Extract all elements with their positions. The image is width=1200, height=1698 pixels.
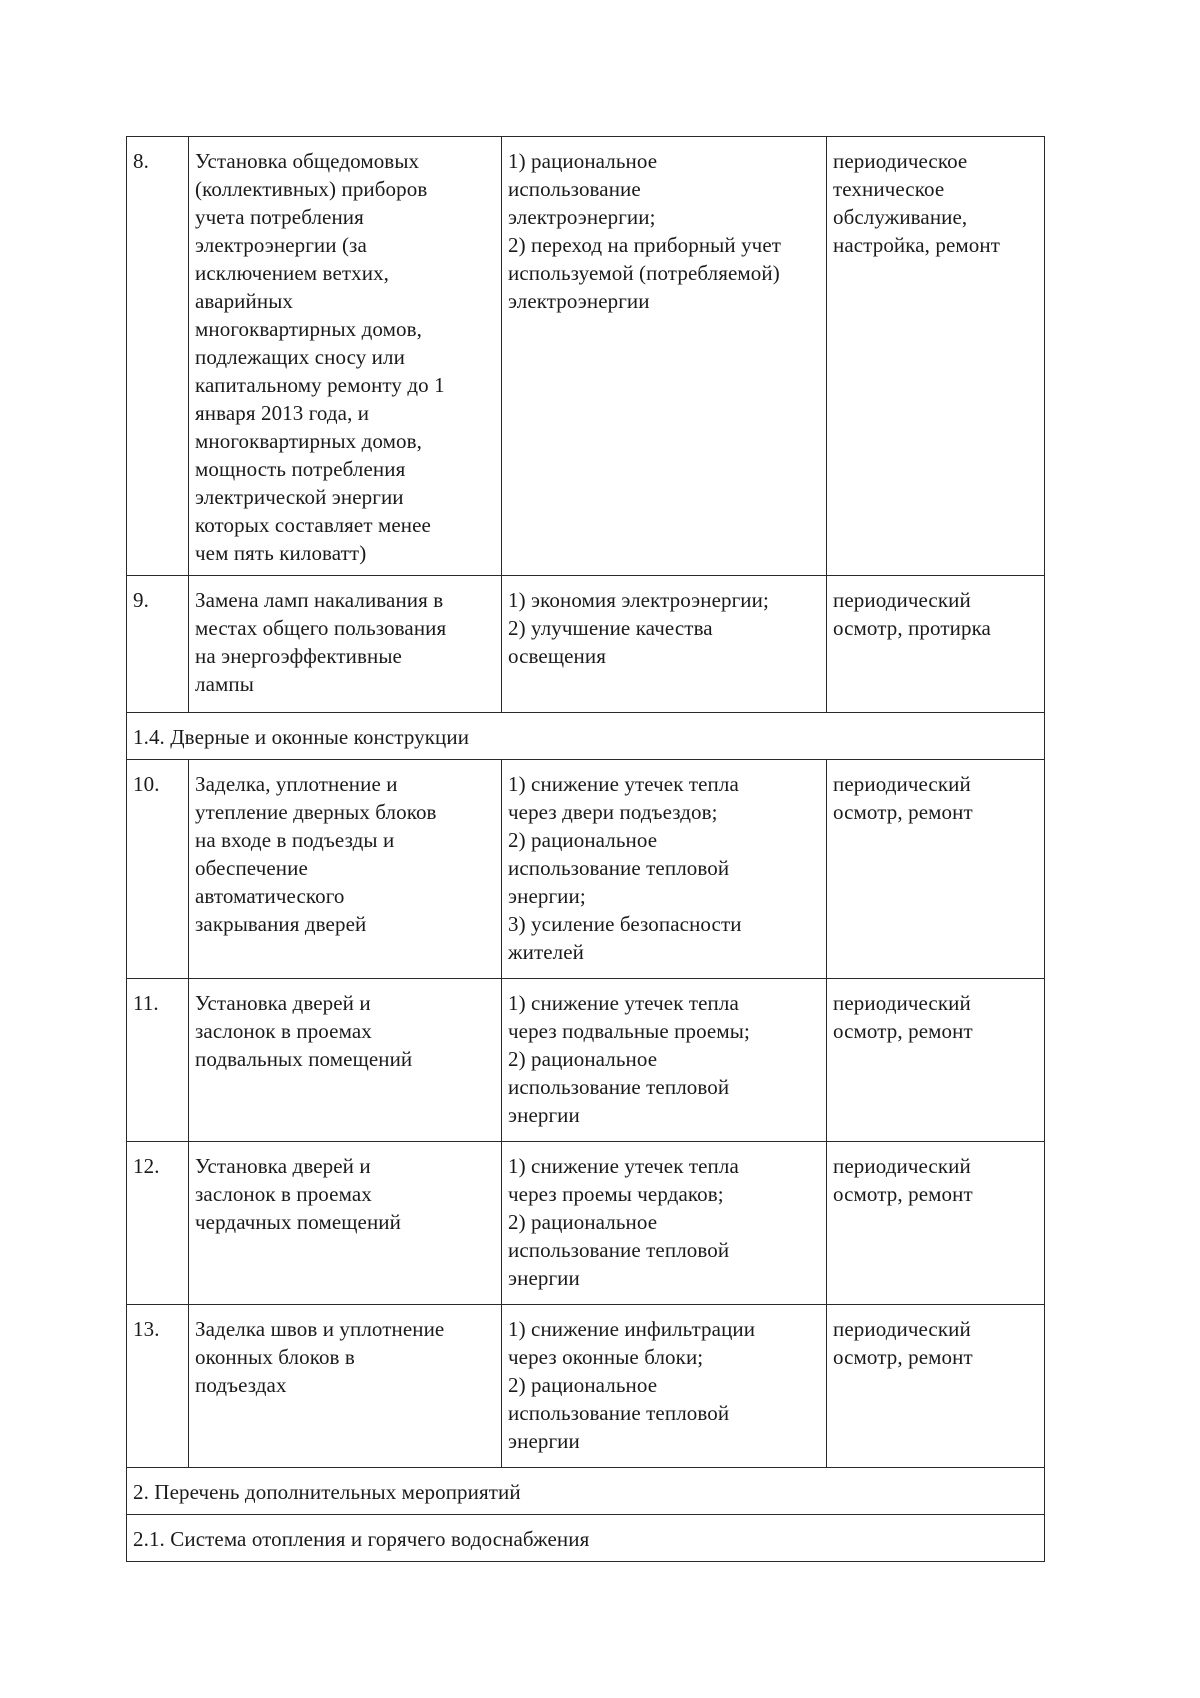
expected-result-line: 1) снижение утечек тепла: [508, 991, 739, 1015]
expected-result-cell: [502, 137, 827, 576]
measure-name-line: закрывания дверей: [195, 912, 367, 936]
maintenance-line: осмотр, ремонт: [833, 1182, 973, 1206]
measure-name-cell: [189, 760, 502, 979]
expected-result-line: электроэнергии: [508, 289, 650, 313]
expected-result-line: 1) рациональное: [508, 149, 658, 173]
expected-result-line: 2) рациональное: [508, 828, 658, 852]
maintenance-line: осмотр, ремонт: [833, 800, 973, 824]
measure-name-line: подвальных помещений: [195, 1047, 413, 1071]
maintenance-line: периодический: [833, 1317, 971, 1341]
table-row: [127, 979, 1045, 1142]
maintenance-cell: [827, 576, 1045, 713]
measure-name-line: Установка дверей и: [195, 1154, 371, 1178]
measure-name-line: многоквартирных домов,: [195, 317, 422, 341]
measure-name-line: электрической энергии: [195, 485, 404, 509]
expected-result-line: 2) рациональное: [508, 1210, 658, 1234]
expected-result-line: 2) улучшение качества: [508, 616, 713, 640]
expected-result-line: 2) рациональное: [508, 1047, 658, 1071]
measure-name-line: Установка общедомовых: [195, 149, 420, 173]
expected-result-line: 1) экономия электроэнергии;: [508, 588, 769, 612]
section-row-2: [127, 1468, 1045, 1562]
maintenance-line: периодическое: [833, 149, 968, 173]
expected-result-line: жителей: [508, 940, 584, 964]
expected-result-line: 3) усиление безопасности: [508, 912, 742, 936]
measure-name-line: местах общего пользования: [195, 616, 447, 640]
expected-result-line: использование: [508, 177, 641, 201]
expected-result-line: использование тепловой: [508, 1075, 730, 1099]
measure-name-line: лампы: [195, 672, 254, 696]
measure-name-line: учета потребления: [195, 205, 364, 229]
maintenance-cell: [827, 1142, 1045, 1305]
maintenance-cell: [827, 979, 1045, 1142]
measure-name-line: исключением ветхих,: [195, 261, 390, 285]
table-row: [127, 137, 1045, 576]
maintenance-line: периодический: [833, 772, 971, 796]
expected-result-cell: [502, 979, 827, 1142]
measure-name-line: которых составляет менее: [195, 513, 431, 537]
measure-name-line: заслонок в проемах: [195, 1019, 372, 1043]
maintenance-line: обслуживание,: [833, 205, 968, 229]
measure-name-line: подъездах: [195, 1373, 287, 1397]
expected-result-line: энергии: [508, 1429, 580, 1453]
table-row: [127, 1142, 1045, 1305]
section-heading-1-4: 1.4. Дверные и оконные конструкции: [127, 713, 1045, 760]
measure-name-line: (коллективных) приборов: [195, 177, 428, 201]
measure-name-line: заслонок в проемах: [195, 1182, 372, 1206]
row-number: 8.: [127, 137, 189, 576]
row-number: 13.: [127, 1305, 189, 1468]
maintenance-line: техническое: [833, 177, 945, 201]
row-number: 11.: [127, 979, 189, 1142]
measure-name-line: аварийных: [195, 289, 294, 313]
measures-table: [126, 136, 1045, 1562]
section-heading-2: 2. Перечень дополнительных мероприятий: [127, 1468, 1045, 1515]
expected-result-line: энергии: [508, 1103, 580, 1127]
measure-name-line: электроэнергии (за: [195, 233, 367, 257]
expected-result-line: 1) снижение инфильтрации: [508, 1317, 756, 1341]
maintenance-cell: [827, 1305, 1045, 1468]
expected-result-line: энергии: [508, 1266, 580, 1290]
expected-result-cell: [502, 1142, 827, 1305]
measure-name-cell: [189, 576, 502, 713]
expected-result-cell: [502, 760, 827, 979]
maintenance-line: периодический: [833, 1154, 971, 1178]
measure-name-line: обеспечение: [195, 856, 308, 880]
maintenance-cell: [827, 760, 1045, 979]
expected-result-line: энергии;: [508, 884, 586, 908]
table-row: [127, 576, 1045, 713]
measure-name-cell: [189, 1142, 502, 1305]
table-body-top: [127, 137, 1045, 713]
measure-name-line: утепление дверных блоков: [195, 800, 437, 824]
measure-name-line: подлежащих сносу или: [195, 345, 405, 369]
measure-name-line: оконных блоков в: [195, 1345, 355, 1369]
maintenance-line: периодический: [833, 588, 971, 612]
section-heading-2-1: 2.1. Система отопления и горячего водоснабжения: [127, 1515, 1045, 1562]
expected-result-cell: [502, 1305, 827, 1468]
measure-name-cell: [189, 979, 502, 1142]
expected-result-line: 1) снижение утечек тепла: [508, 1154, 739, 1178]
measure-name-line: января 2013 года, и: [195, 401, 370, 425]
measure-name-line: Замена ламп накаливания в: [195, 588, 444, 612]
measure-name-cell: [189, 137, 502, 576]
section-row-1-4: [127, 713, 1045, 760]
measure-name-line: чем пять киловатт): [195, 541, 367, 565]
measure-name-line: Заделка, уплотнение и: [195, 772, 398, 796]
measure-name-line: автоматического: [195, 884, 345, 908]
measure-name-line: Заделка швов и уплотнение: [195, 1317, 445, 1341]
expected-result-line: 2) рациональное: [508, 1373, 658, 1397]
maintenance-line: настройка, ремонт: [833, 233, 1000, 257]
expected-result-line: через подвальные проемы;: [508, 1019, 750, 1043]
measure-name-cell: [189, 1305, 502, 1468]
expected-result-line: 2) переход на приборный учет: [508, 233, 782, 257]
measure-name-line: на входе в подъезды и: [195, 828, 395, 852]
measure-name-line: Установка дверей и: [195, 991, 371, 1015]
row-number: 12.: [127, 1142, 189, 1305]
measure-name-line: многоквартирных домов,: [195, 429, 422, 453]
maintenance-line: осмотр, ремонт: [833, 1019, 973, 1043]
expected-result-line: использование тепловой: [508, 1238, 730, 1262]
expected-result-line: используемой (потребляемой): [508, 261, 780, 285]
maintenance-cell: [827, 137, 1045, 576]
measure-name-line: мощность потребления: [195, 457, 406, 481]
expected-result-line: через проемы чердаков;: [508, 1182, 724, 1206]
row-number: 10.: [127, 760, 189, 979]
maintenance-line: периодический: [833, 991, 971, 1015]
table-row: [127, 1305, 1045, 1468]
expected-result-line: через оконные блоки;: [508, 1345, 704, 1369]
measure-name-line: на энергоэффективные: [195, 644, 402, 668]
expected-result-line: использование тепловой: [508, 1401, 730, 1425]
table-row: [127, 760, 1045, 979]
measure-name-line: капитальному ремонту до 1: [195, 373, 445, 397]
measure-name-line: чердачных помещений: [195, 1210, 401, 1234]
expected-result-line: 1) снижение утечек тепла: [508, 772, 739, 796]
row-number: 9.: [127, 576, 189, 713]
expected-result-line: электроэнергии;: [508, 205, 656, 229]
expected-result-line: через двери подъездов;: [508, 800, 718, 824]
expected-result-cell: [502, 576, 827, 713]
maintenance-line: осмотр, ремонт: [833, 1345, 973, 1369]
expected-result-line: освещения: [508, 644, 606, 668]
maintenance-line: осмотр, протирка: [833, 616, 991, 640]
table-body-bottom: [127, 760, 1045, 1468]
expected-result-line: использование тепловой: [508, 856, 730, 880]
